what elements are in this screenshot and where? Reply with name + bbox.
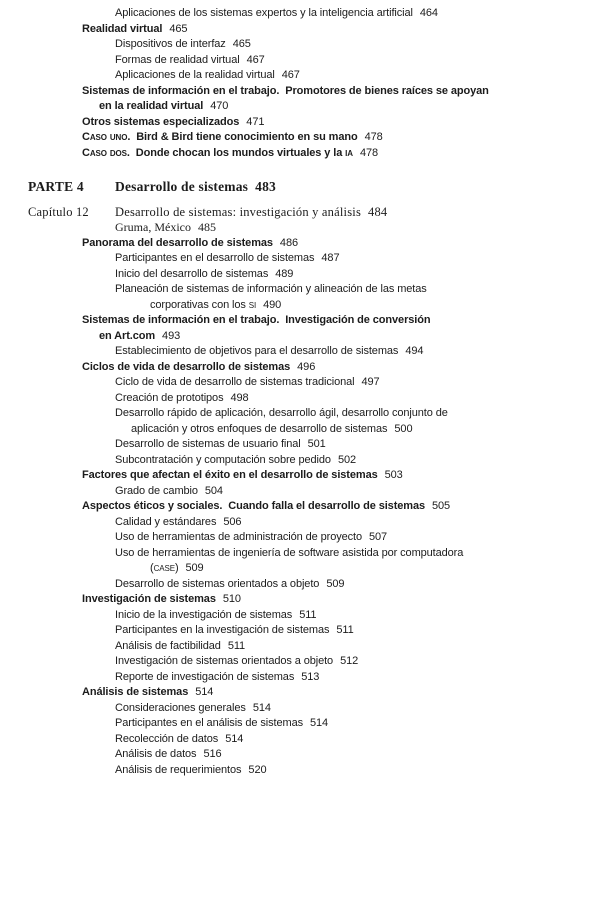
toc-entry: [0, 360, 600, 376]
entry-text: Investigación de sistemas orientados a objeto: [115, 655, 334, 667]
page-number: 467: [281, 69, 300, 81]
entry-text: Reporte de investigación de sistemas: [115, 670, 295, 683]
entry-text: Aplicaciones de la realidad virtual: [115, 69, 275, 81]
toc-entry: [0, 437, 600, 453]
toc-entry: [0, 84, 600, 100]
toc-entry: [0, 53, 600, 69]
page-number: 507: [369, 531, 388, 543]
entry-text: Investigación de sistemas: [82, 593, 216, 605]
page-number: 490: [263, 298, 282, 311]
toc-entry: [0, 298, 600, 314]
entry-text: Caso uno. Bird & Bird tiene conocimiento en su mano: [82, 131, 358, 143]
toc-entry: [0, 592, 600, 608]
entry-text: Uso de herramientas de administración de proyecto: [115, 531, 363, 543]
entry-text: Establecimiento de objetivos para el desarrollo de sistemas: [115, 345, 399, 357]
page-number: 494: [405, 345, 424, 357]
page-number: 496: [297, 360, 316, 373]
toc-entry: [0, 130, 600, 146]
entry-text: (case): [150, 562, 179, 574]
chapter-heading: [0, 204, 600, 220]
entry-text: Gruma, México: [115, 220, 191, 234]
toc-entry: [0, 22, 600, 38]
toc-entry: [0, 391, 600, 407]
toc-entry: [0, 282, 600, 298]
toc-entry: [0, 763, 600, 779]
entry-text: Sistemas de información en el trabajo. Promotores de bienes raíces se apoyan: [82, 84, 489, 97]
toc-entry: [0, 251, 600, 267]
page-number: 509: [326, 577, 345, 590]
entry-text: Grado de cambio: [115, 484, 198, 497]
entry-text: en Art.com: [99, 329, 156, 342]
page-number: 489: [275, 267, 294, 280]
page-number: 471: [246, 115, 265, 128]
toc-entry: [0, 515, 600, 531]
page-number: 511: [299, 608, 317, 621]
page-number: 502: [337, 453, 357, 466]
entry-text: Creación de prototipos: [115, 391, 224, 404]
entry-text: corporativas con los si: [150, 298, 257, 311]
entry-text: aplicación y otros enfoques de desarrollo de sistemas: [131, 422, 388, 435]
page-number: 487: [321, 252, 340, 264]
chapter-label: Capítulo 12: [28, 205, 89, 219]
toc-entry: [0, 146, 600, 162]
entry-text: Análisis de sistemas: [82, 686, 189, 698]
toc-entry: [0, 530, 600, 546]
toc-entry: [0, 546, 600, 562]
page-number: 503: [384, 469, 403, 481]
toc-entry: [0, 468, 600, 484]
toc-entry: [0, 68, 600, 84]
entry-text: Ciclos de vida de desarrollo de sistemas: [82, 360, 291, 373]
entry-text: Recolección de datos: [115, 732, 219, 745]
entry-text: Panorama del desarrollo de sistemas: [82, 236, 273, 249]
part-label: PARTE 4: [28, 179, 84, 194]
toc-entry: [0, 499, 600, 515]
toc-entry: [0, 732, 600, 748]
entry-text: Factores que afectan el éxito en el desarrollo de sistemas: [82, 469, 378, 481]
page-number: 478: [359, 146, 379, 159]
page-number: 493: [162, 329, 181, 342]
page-number: 514: [252, 701, 271, 714]
entry-text: Dispositivos de interfaz: [115, 38, 226, 50]
entry-text: Sistemas de información en el trabajo. Investigación de conversión: [82, 314, 431, 326]
entry-text: Caso dos. Donde chocan los mundos virtuales y la ia: [82, 146, 353, 159]
toc-entry: [0, 406, 600, 422]
entry-text: Participantes en el análisis de sistemas: [115, 717, 303, 729]
page-number: 516: [203, 748, 222, 760]
entry-text: Inicio del desarrollo de sistemas: [115, 267, 269, 280]
toc-entry: [0, 99, 600, 115]
page-number: 464: [419, 7, 438, 19]
entry-text: Desarrollo rápido de aplicación, desarrollo ágil, desarrollo conjunto de: [115, 407, 448, 419]
entry-text: Realidad virtual: [82, 22, 163, 35]
entry-text: Desarrollo de sistemas: investigación y análisis: [115, 205, 362, 219]
toc-entry: [0, 577, 600, 593]
page-number: 512: [340, 655, 359, 667]
part-heading: [0, 178, 600, 195]
toc-entry: [0, 329, 600, 345]
entry-text: Análisis de requerimientos: [115, 763, 242, 776]
toc-entry: [0, 267, 600, 283]
page-number: 500: [394, 422, 413, 435]
page-number: 484: [368, 205, 388, 219]
page-number: 504: [204, 484, 223, 497]
page-number: 486: [279, 236, 298, 249]
page-number: 483: [255, 179, 276, 194]
page-number: 470: [210, 100, 229, 112]
page-number: 506: [223, 515, 242, 528]
toc-entry: [0, 685, 600, 701]
page-number: 511: [227, 639, 246, 652]
page-number: 485: [197, 220, 216, 234]
toc-entry: [0, 716, 600, 732]
toc-entry: [0, 561, 600, 577]
entry-text: Otros sistemas especializados: [82, 115, 240, 128]
toc-entry: [0, 484, 600, 500]
entry-text: Calidad y estándares: [115, 515, 217, 528]
entry-text: Subcontratación y computación sobre pedido: [115, 453, 331, 466]
entry-text: Aplicaciones de los sistemas expertos y la inteligencia artificial: [115, 7, 413, 19]
toc-entry: [0, 453, 600, 469]
page-number: 498: [230, 391, 249, 404]
toc-entry: [0, 701, 600, 717]
page-number: 513: [301, 670, 320, 683]
page-number: 467: [246, 53, 265, 66]
page-number: 511: [336, 624, 354, 636]
entry-text: Aspectos éticos y sociales. Cuando falla el desarrollo de sistemas: [82, 500, 425, 512]
page-number: 497: [361, 376, 380, 388]
entry-text: Planeación de sistemas de información y alineación de las metas: [115, 283, 427, 295]
toc-entry: [0, 6, 600, 22]
toc-entry: [0, 37, 600, 53]
page-number: 501: [307, 438, 326, 450]
entry-text: Desarrollo de sistemas: [115, 179, 249, 194]
toc-entry: [0, 313, 600, 329]
entry-text: Análisis de factibilidad: [115, 639, 221, 652]
entry-text: Ciclo de vida de desarrollo de sistemas tradicional: [115, 376, 355, 388]
page-number: 514: [195, 686, 214, 698]
entry-text: Formas de realidad virtual: [115, 53, 240, 66]
page-number: 514: [225, 732, 244, 745]
toc-entry: [0, 623, 600, 639]
toc-entry: [0, 747, 600, 763]
entry-text: Uso de herramientas de ingeniería de software asistida por computadora: [115, 546, 464, 559]
page-number: 465: [232, 38, 251, 50]
toc-entry: [0, 220, 600, 236]
entry-text: Inicio de la investigación de sistemas: [115, 608, 293, 621]
toc-entry: [0, 422, 600, 438]
toc-entry: [0, 375, 600, 391]
toc-entry: [0, 236, 600, 252]
toc-entry: [0, 654, 600, 670]
entry-text: Participantes en el desarrollo de sistemas: [115, 252, 315, 264]
entry-text: Análisis de datos: [115, 748, 197, 760]
toc-entry: [0, 639, 600, 655]
entry-text: Participantes en la investigación de sistemas: [115, 624, 330, 636]
page-number: 478: [364, 131, 383, 143]
page-number: 510: [222, 593, 241, 605]
entry-text: Desarrollo de sistemas orientados a objeto: [115, 577, 320, 590]
entry-text: en la realidad virtual: [99, 100, 204, 112]
page-number: 509: [185, 562, 204, 574]
page-number: 465: [169, 22, 188, 35]
toc-entry: [0, 670, 600, 686]
toc-entry: [0, 115, 600, 131]
entry-text: Consideraciones generales: [115, 701, 246, 714]
toc-entry: [0, 608, 600, 624]
page-number: 505: [432, 500, 451, 512]
page-number: 520: [248, 763, 267, 776]
page-number: 514: [310, 717, 329, 729]
toc-entry: [0, 344, 600, 360]
entry-text: Desarrollo de sistemas de usuario final: [115, 438, 301, 450]
